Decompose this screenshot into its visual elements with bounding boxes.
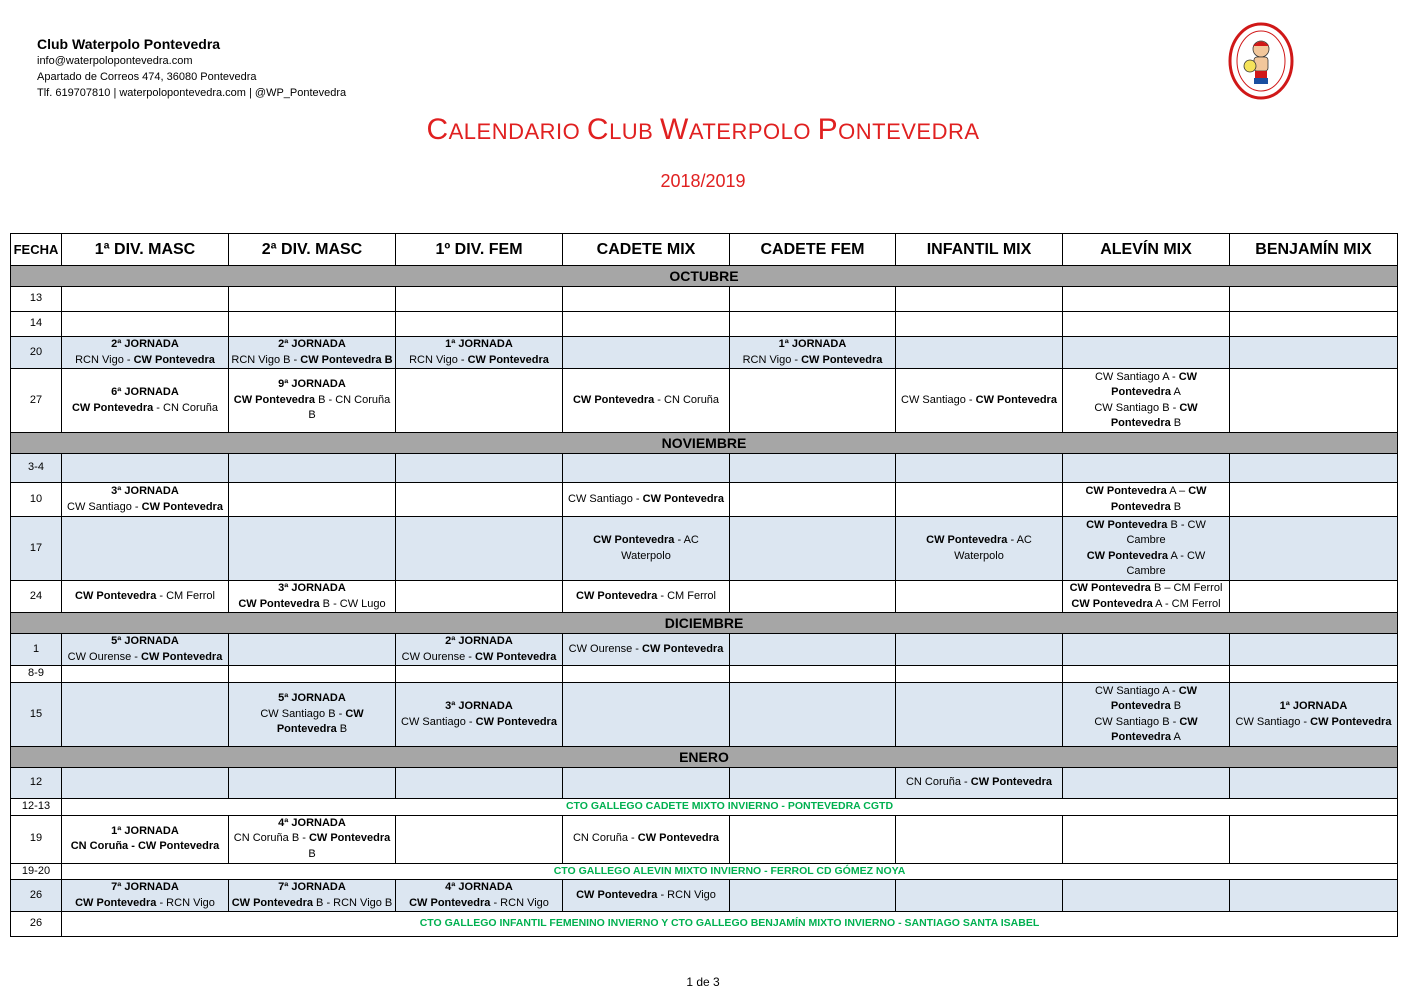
match-cell xyxy=(563,666,730,683)
match-cell xyxy=(229,312,396,337)
date-cell: 1 xyxy=(11,634,62,666)
match-cell xyxy=(62,683,229,747)
column-header: ALEVÍN MIX xyxy=(1063,234,1230,266)
match-cell xyxy=(396,312,563,337)
column-header: CADETE MIX xyxy=(563,234,730,266)
match-text: 5ª JORNADA xyxy=(278,692,346,705)
club-address: Apartado de Correos 474, 36080 Pontevedra xyxy=(37,71,257,83)
club-email: info@waterpolopontevedra.com xyxy=(37,55,193,67)
match-text: CW Pontevedra xyxy=(1086,518,1168,531)
month-label: OCTUBRE xyxy=(11,266,1398,287)
match-text: CN Coruña - CW Pontevedra xyxy=(70,840,220,852)
club-logo xyxy=(1228,22,1294,100)
match-text: Pontevedra xyxy=(1111,386,1172,398)
match-cell xyxy=(229,369,396,433)
match-cell xyxy=(1063,454,1230,483)
schedule-row xyxy=(11,517,1398,581)
match-text: CW Pontevedra xyxy=(642,492,724,505)
title-part: W xyxy=(659,113,689,146)
match-text: CW xyxy=(1178,370,1198,383)
match-text: CW Ourense - xyxy=(401,650,476,663)
match-text: CW Santiago - xyxy=(901,393,976,406)
match-cell xyxy=(1063,634,1230,666)
match-cell xyxy=(229,581,396,613)
match-text: CW xyxy=(1179,401,1198,414)
match-text: CW xyxy=(1178,684,1198,697)
match-cell xyxy=(62,581,229,613)
header-row xyxy=(11,234,1398,266)
title-part: ALENDARIO xyxy=(448,119,587,144)
match-text: B xyxy=(1170,500,1182,513)
match-cell xyxy=(1230,517,1398,581)
match-text: CW Pontevedra xyxy=(231,896,313,909)
match-text: CW xyxy=(345,707,364,720)
match-text: CW Pontevedra xyxy=(75,896,157,909)
column-header: INFANTIL MIX xyxy=(896,234,1063,266)
match-cell xyxy=(396,581,563,613)
month-label: NOVIEMBRE xyxy=(11,433,1398,454)
match-text: 3ª JORNADA xyxy=(111,485,179,497)
date-cell: 20 xyxy=(11,337,62,369)
match-text: 2ª JORNADA xyxy=(445,635,513,647)
match-text: - RCN Vigo xyxy=(490,896,549,909)
match-text: B xyxy=(1170,417,1182,429)
title-part: C xyxy=(586,113,610,146)
match-text: CW Pontevedra xyxy=(926,534,1008,546)
month-label: DICIEMBRE xyxy=(11,613,1398,634)
match-text: CW Ourense - xyxy=(67,650,142,663)
match-text: - CM Ferrol xyxy=(657,589,716,602)
match-text: A xyxy=(1171,386,1181,398)
club-name: Club Waterpolo Pontevedra xyxy=(37,36,221,52)
match-text: CW Santiago A - xyxy=(1094,684,1179,697)
match-text: 2ª JORNADA xyxy=(111,338,179,350)
match-cell xyxy=(730,337,896,369)
match-text: CW Santiago B - xyxy=(1094,715,1180,728)
match-cell xyxy=(229,454,396,483)
match-cell xyxy=(563,369,730,433)
match-text: 4ª JORNADA xyxy=(278,816,346,829)
schedule-row xyxy=(11,634,1398,666)
match-text: B xyxy=(1170,700,1182,712)
match-text: CW Santiago - xyxy=(1235,715,1311,728)
match-cell xyxy=(1230,581,1398,613)
match-cell xyxy=(1230,683,1398,747)
match-cell xyxy=(730,815,896,863)
match-text: CW xyxy=(1188,485,1207,497)
match-text: 4ª JORNADA xyxy=(445,881,513,893)
match-text: - CM Ferrol xyxy=(156,589,215,602)
date-cell: 17 xyxy=(11,517,62,581)
title-part: P xyxy=(817,113,839,146)
schedule-row xyxy=(11,287,1398,312)
match-cell xyxy=(730,768,896,799)
match-text: Pontevedra xyxy=(276,723,337,736)
match-cell xyxy=(730,369,896,433)
match-cell xyxy=(229,634,396,666)
column-header: 2ª DIV. MASC xyxy=(229,234,396,266)
club-contact: Tlf. 619707810 | waterpolopontevedra.com | @WP_Pontevedra xyxy=(37,87,347,99)
match-cell xyxy=(396,815,563,863)
tournament-note: CTO GALLEGO ALEVIN MIXTO INVIERNO - FERROL CD GÓMEZ NOYA xyxy=(62,863,1398,880)
date-cell: 19-20 xyxy=(11,863,62,880)
match-text: 6ª JORNADA xyxy=(111,386,179,398)
column-header: 1º DIV. FEM xyxy=(396,234,563,266)
match-text: CW Pontevedra xyxy=(1071,597,1153,610)
match-cell xyxy=(396,666,563,683)
schedule-row xyxy=(11,880,1398,912)
date-cell: 3-4 xyxy=(11,454,62,483)
date-cell: 15 xyxy=(11,683,62,747)
match-text: CW Santiago - xyxy=(67,500,142,513)
column-header: CADETE FEM xyxy=(730,234,896,266)
match-text: Waterpolo xyxy=(954,549,1004,562)
match-text: CW Pontevedra xyxy=(572,393,655,406)
match-cell xyxy=(229,483,396,517)
match-cell xyxy=(730,683,896,747)
match-text: CW Pontevedra xyxy=(308,832,391,845)
match-cell xyxy=(563,815,730,863)
match-text: B – CM Ferrol xyxy=(1150,582,1223,594)
match-text: 1ª JORNADA xyxy=(778,338,847,350)
match-cell xyxy=(62,483,229,517)
match-cell xyxy=(730,454,896,483)
match-cell xyxy=(896,337,1063,369)
title-part: ATERPOLO xyxy=(688,119,818,144)
column-header: BENJAMÍN MIX xyxy=(1230,234,1398,266)
match-text: B xyxy=(336,723,348,736)
match-cell xyxy=(896,581,1063,613)
match-cell xyxy=(396,768,563,799)
match-text: B - RCN Vigo B xyxy=(313,896,393,909)
match-cell xyxy=(229,666,396,683)
match-cell xyxy=(896,369,1063,433)
match-cell xyxy=(563,337,730,369)
match-text: CW Pontevedra xyxy=(642,642,724,655)
match-cell xyxy=(1063,815,1230,863)
month-row xyxy=(11,613,1398,634)
title-part: LUB xyxy=(609,119,660,144)
schedule-row xyxy=(11,666,1398,683)
match-text: A - CW xyxy=(1168,549,1206,562)
match-text: CW Pontevedra xyxy=(475,650,557,663)
match-cell xyxy=(62,454,229,483)
match-cell xyxy=(1063,312,1230,337)
date-cell: 12 xyxy=(11,768,62,799)
match-cell xyxy=(896,312,1063,337)
match-cell xyxy=(229,337,396,369)
match-cell xyxy=(1230,312,1398,337)
match-text: CW Santiago A - xyxy=(1094,370,1179,383)
schedule-row xyxy=(11,768,1398,799)
page-title xyxy=(0,113,1406,147)
match-text: RCN Vigo - xyxy=(75,353,134,366)
match-cell xyxy=(563,312,730,337)
schedule-row xyxy=(11,312,1398,337)
match-cell xyxy=(62,768,229,799)
match-text: CW Pontevedra xyxy=(1086,549,1168,562)
match-cell xyxy=(62,634,229,666)
match-cell xyxy=(1063,517,1230,581)
match-cell xyxy=(1230,483,1398,517)
match-text: 3ª JORNADA xyxy=(445,700,513,712)
date-cell: 13 xyxy=(11,287,62,312)
match-cell xyxy=(563,880,730,912)
match-cell xyxy=(1063,287,1230,312)
match-cell xyxy=(730,287,896,312)
match-text: RCN Vigo B - xyxy=(231,353,301,366)
match-cell xyxy=(1230,369,1398,433)
match-cell xyxy=(1063,666,1230,683)
match-cell xyxy=(229,815,396,863)
match-text: 1ª JORNADA xyxy=(1279,700,1348,712)
date-cell: 14 xyxy=(11,312,62,337)
match-cell xyxy=(1230,337,1398,369)
date-cell: 8-9 xyxy=(11,666,62,683)
match-text: CN Coruña B - xyxy=(233,832,309,845)
match-cell xyxy=(896,880,1063,912)
match-cell xyxy=(1230,815,1398,863)
match-text: 7ª JORNADA xyxy=(278,881,346,893)
match-text: B xyxy=(308,409,316,422)
match-cell xyxy=(396,683,563,747)
month-row xyxy=(11,266,1398,287)
match-text: 3ª JORNADA xyxy=(278,582,346,594)
match-cell xyxy=(62,517,229,581)
match-cell xyxy=(396,287,563,312)
match-text: CN Coruña - xyxy=(572,832,638,845)
schedule-row xyxy=(11,369,1398,433)
match-cell xyxy=(1230,880,1398,912)
match-text: CW Pontevedra xyxy=(801,353,883,366)
match-text: CW Pontevedra xyxy=(238,597,320,610)
tournament-note: CTO GALLEGO CADETE MIXTO INVIERNO - PONTEVEDRA CGTD xyxy=(62,799,1398,816)
match-cell xyxy=(1063,581,1230,613)
match-text: CW Pontevedra xyxy=(75,589,157,602)
match-cell xyxy=(563,581,730,613)
match-text: Pontevedra xyxy=(1111,731,1172,743)
match-text: CW Pontevedra xyxy=(141,650,223,663)
date-cell: 27 xyxy=(11,369,62,433)
match-cell xyxy=(229,683,396,747)
match-text: - RCN Vigo xyxy=(657,888,716,901)
match-cell xyxy=(896,517,1063,581)
match-text: B xyxy=(308,847,316,860)
club-info xyxy=(37,35,346,101)
match-cell xyxy=(62,312,229,337)
match-text: Pontevedra xyxy=(1110,417,1171,429)
match-text: CW Pontevedra xyxy=(637,832,720,845)
match-text: CW Pontevedra B xyxy=(300,353,393,366)
match-cell xyxy=(563,634,730,666)
date-cell: 26 xyxy=(11,880,62,912)
match-text: CW Pontevedra xyxy=(1085,485,1167,497)
match-text: 7ª JORNADA xyxy=(111,881,179,893)
match-text: CN Coruña - xyxy=(905,776,971,789)
match-text: A – xyxy=(1166,485,1189,497)
match-text: Pontevedra xyxy=(1110,700,1171,712)
match-cell xyxy=(229,880,396,912)
match-text: 1ª JORNADA xyxy=(111,824,179,837)
match-cell xyxy=(730,666,896,683)
match-text: CW Santiago - xyxy=(401,715,476,728)
match-cell xyxy=(62,369,229,433)
match-text: 1ª JORNADA xyxy=(445,338,513,350)
match-text: - AC xyxy=(674,534,699,546)
match-cell xyxy=(730,483,896,517)
match-cell xyxy=(1230,666,1398,683)
month-row xyxy=(11,747,1398,768)
match-cell xyxy=(1063,880,1230,912)
match-cell xyxy=(896,483,1063,517)
match-cell xyxy=(730,634,896,666)
date-cell: 24 xyxy=(11,581,62,613)
match-text: CW Pontevedra xyxy=(71,401,154,414)
match-text: CW Pontevedra xyxy=(233,393,316,406)
schedule-row xyxy=(11,683,1398,747)
column-header: FECHA xyxy=(11,234,62,266)
season: 2018/2019 xyxy=(660,171,746,191)
match-cell xyxy=(896,454,1063,483)
match-cell xyxy=(1063,768,1230,799)
match-cell xyxy=(396,454,563,483)
schedule-row xyxy=(11,483,1398,517)
match-text: CW Pontevedra xyxy=(467,353,549,366)
match-text: CW Pontevedra xyxy=(1069,582,1151,594)
column-header: 1ª DIV. MASC xyxy=(62,234,229,266)
match-text: CW Pontevedra xyxy=(141,500,223,513)
date-cell: 10 xyxy=(11,483,62,517)
match-cell xyxy=(62,880,229,912)
match-text: - RCN Vigo xyxy=(156,896,215,909)
match-text: Cambre xyxy=(1126,534,1166,546)
match-text: B - CW xyxy=(1167,518,1206,531)
date-cell: 19 xyxy=(11,815,62,863)
match-cell xyxy=(229,287,396,312)
match-text: Pontevedra xyxy=(1110,500,1171,513)
match-cell xyxy=(563,483,730,517)
match-cell xyxy=(396,483,563,517)
match-cell xyxy=(229,768,396,799)
match-cell xyxy=(896,287,1063,312)
title-part: C xyxy=(426,113,449,146)
match-text: CW Pontevedra xyxy=(576,589,658,602)
month-label: ENERO xyxy=(11,747,1398,768)
match-cell xyxy=(396,369,563,433)
match-text: CW xyxy=(1179,715,1198,728)
tournament-row xyxy=(11,799,1398,816)
match-text: RCN Vigo - xyxy=(742,353,802,366)
match-cell xyxy=(730,581,896,613)
match-text: 2ª JORNADA xyxy=(278,338,346,350)
match-cell xyxy=(1063,337,1230,369)
match-text: CW Santiago B - xyxy=(1094,401,1180,414)
match-cell xyxy=(62,815,229,863)
schedule-row xyxy=(11,454,1398,483)
match-cell xyxy=(1063,483,1230,517)
match-text: A xyxy=(1171,731,1181,743)
match-cell xyxy=(1230,634,1398,666)
match-text: A - CM Ferrol xyxy=(1152,597,1221,610)
match-text: CW Pontevedra xyxy=(409,896,491,909)
page-number: 1 de 3 xyxy=(686,975,720,989)
tournament-row xyxy=(11,912,1398,937)
date-cell: 26 xyxy=(11,912,62,937)
match-cell xyxy=(1230,287,1398,312)
match-cell xyxy=(896,683,1063,747)
match-cell xyxy=(730,517,896,581)
match-text: CW Santiago - xyxy=(568,492,643,505)
match-text: CW Pontevedra xyxy=(576,888,658,901)
match-cell xyxy=(896,666,1063,683)
match-text: CW Pontevedra xyxy=(970,776,1053,789)
match-cell xyxy=(896,815,1063,863)
month-row xyxy=(11,433,1398,454)
tournament-row xyxy=(11,863,1398,880)
match-cell xyxy=(563,287,730,312)
match-text: CW Pontevedra xyxy=(1310,715,1392,728)
match-text: CW Pontevedra xyxy=(975,393,1057,406)
match-cell xyxy=(229,517,396,581)
match-text: CW Ourense - xyxy=(568,642,643,655)
match-text: 9ª JORNADA xyxy=(278,378,346,391)
match-text: RCN Vigo - xyxy=(409,353,468,366)
title-part: ONTEVEDRA xyxy=(838,119,980,144)
date-cell: 12-13 xyxy=(11,799,62,816)
match-cell xyxy=(563,683,730,747)
match-text: CW Pontevedra xyxy=(133,353,215,366)
match-text: CW Santiago B - xyxy=(260,707,346,720)
match-text: 5ª JORNADA xyxy=(111,635,179,647)
schedule-row xyxy=(11,337,1398,369)
calendar-table xyxy=(10,233,1398,937)
match-text: - CN Coruña xyxy=(654,393,720,406)
match-cell xyxy=(396,634,563,666)
schedule-row xyxy=(11,581,1398,613)
match-cell xyxy=(62,666,229,683)
match-cell xyxy=(730,312,896,337)
match-text: CW Pontevedra xyxy=(593,534,675,546)
match-cell xyxy=(563,768,730,799)
match-cell xyxy=(730,880,896,912)
match-cell xyxy=(396,880,563,912)
match-cell xyxy=(1230,454,1398,483)
match-text: - AC xyxy=(1007,534,1032,546)
match-cell xyxy=(62,337,229,369)
match-text: Cambre xyxy=(1126,565,1166,577)
match-text: B - CW Lugo xyxy=(319,597,386,610)
match-cell xyxy=(396,337,563,369)
match-text: B - CN Coruña xyxy=(315,393,391,406)
tournament-note: CTO GALLEGO INFANTIL FEMENINO INVIERNO Y CTO GALLEGO BENJAMÍN MIXTO INVIERNO - SANTIAGO SANTA ISABEL xyxy=(62,912,1398,937)
match-cell xyxy=(1063,683,1230,747)
match-text: CW Pontevedra xyxy=(475,715,557,728)
match-cell xyxy=(896,634,1063,666)
match-text: - CN Coruña xyxy=(153,401,219,414)
match-cell xyxy=(563,454,730,483)
match-cell xyxy=(563,517,730,581)
match-cell xyxy=(396,517,563,581)
match-cell xyxy=(1230,768,1398,799)
schedule-row xyxy=(11,815,1398,863)
match-cell xyxy=(62,287,229,312)
match-cell xyxy=(896,768,1063,799)
match-cell xyxy=(1063,369,1230,433)
match-text: Waterpolo xyxy=(621,549,671,562)
